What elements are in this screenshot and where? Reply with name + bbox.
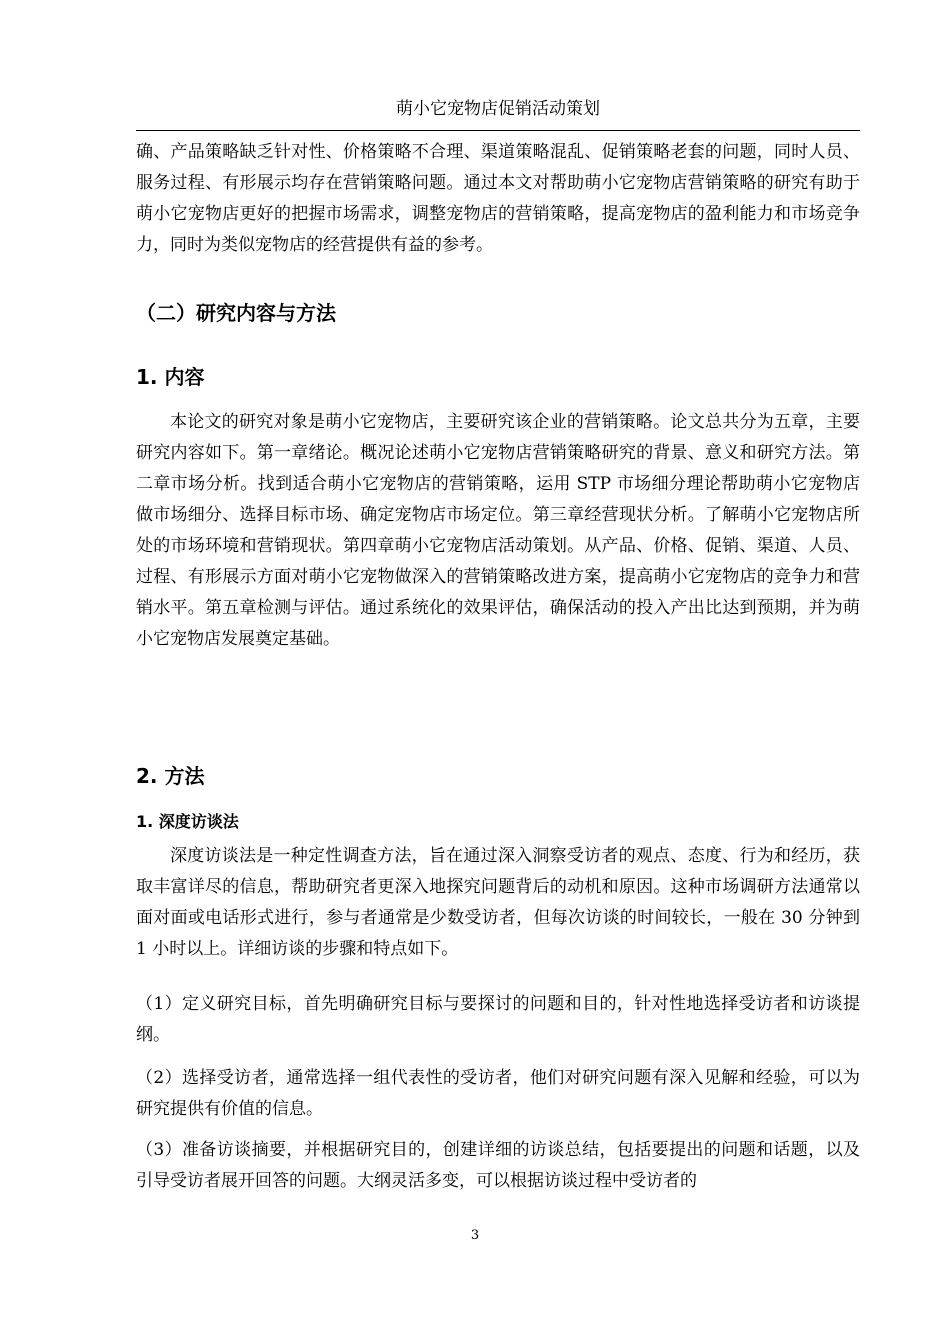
page-number: 3	[470, 1228, 480, 1243]
methods-subheading: 1. 深度访谈法	[136, 812, 239, 831]
section-heading: （二）研究内容与方法	[136, 301, 336, 325]
methods-heading: 2. 方法	[136, 764, 205, 788]
method-step-1: （1）定义研究目标，首先明确研究目标与要探讨的问题和目的，针对性地选择受访者和访谈提纲。	[136, 994, 860, 1045]
running-header-title: 萌小它宠物店促销活动策划	[396, 99, 600, 119]
methods-paragraph: 深度访谈法是一种定性调查方法，旨在通过深入洞察受访者的观点、态度、行为和经历，获取丰富详尽的信息，帮助研究者更深入地探究问题背后的动机和原因。这种市场调研方法通常以面对面或电话形式进行，参与者通常是少数受访者，但每次访谈的时间较长，一般在 30 分钟到 1 小时以上。详细访谈的步骤和特点如下。	[136, 846, 860, 959]
content-heading: 1. 内容	[136, 365, 205, 389]
method-step-2: （2）选择受访者，通常选择一组代表性的受访者，他们对研究问题有深入见解和经验，可以为研究提供有价值的信息。	[136, 1068, 860, 1119]
intro-paragraph: 确、产品策略缺乏针对性、价格策略不合理、渠道策略混乱、促销策略老套的问题，同时人员、服务过程、有形展示均存在营销策略问题。通过本文对帮助萌小它宠物店营销策略的研究有助于萌小它宠物店更好的把握市场需求，调整宠物店的营销策略，提高宠物店的盈利能力和市场竞争力，同时为类似宠物店的经营提供有益的参考。	[136, 142, 860, 255]
content-paragraph: 本论文的研究对象是萌小它宠物店，主要研究该企业的营销策略。论文总共分为五章，主要研究内容如下。第一章绪论。概况论述萌小它宠物店营销策略研究的背景、意义和研究方法。第二章市场分析。找到适合萌小它宠物店的营销策略，运用 STP 市场细分理论帮助萌小它宠物店做市场细分、选择目标市场、确定宠物店市场定位。第三章经营现状分析。了解萌小它宠物店所处的市场环境和营销现状。第四章萌小它宠物店活动策划。从产品、价格、促销、渠道、人员、过程、有形展示方面对萌小它宠物做深入的营销策略改进方案，提高萌小它宠物店的竞争力和营销水平。第五章检测与评估。通过系统化的效果评估，确保活动的投入产出比达到预期，并为萌小它宠物店发展奠定基础。	[136, 412, 860, 649]
header-divider	[136, 130, 860, 131]
method-step-3: （3）准备访谈摘要，并根据研究目的，创建详细的访谈总结，包括要提出的问题和话题，以及引导受访者展开回答的问题。大纲灵活多变，可以根据访谈过程中受访者的	[136, 1140, 860, 1191]
